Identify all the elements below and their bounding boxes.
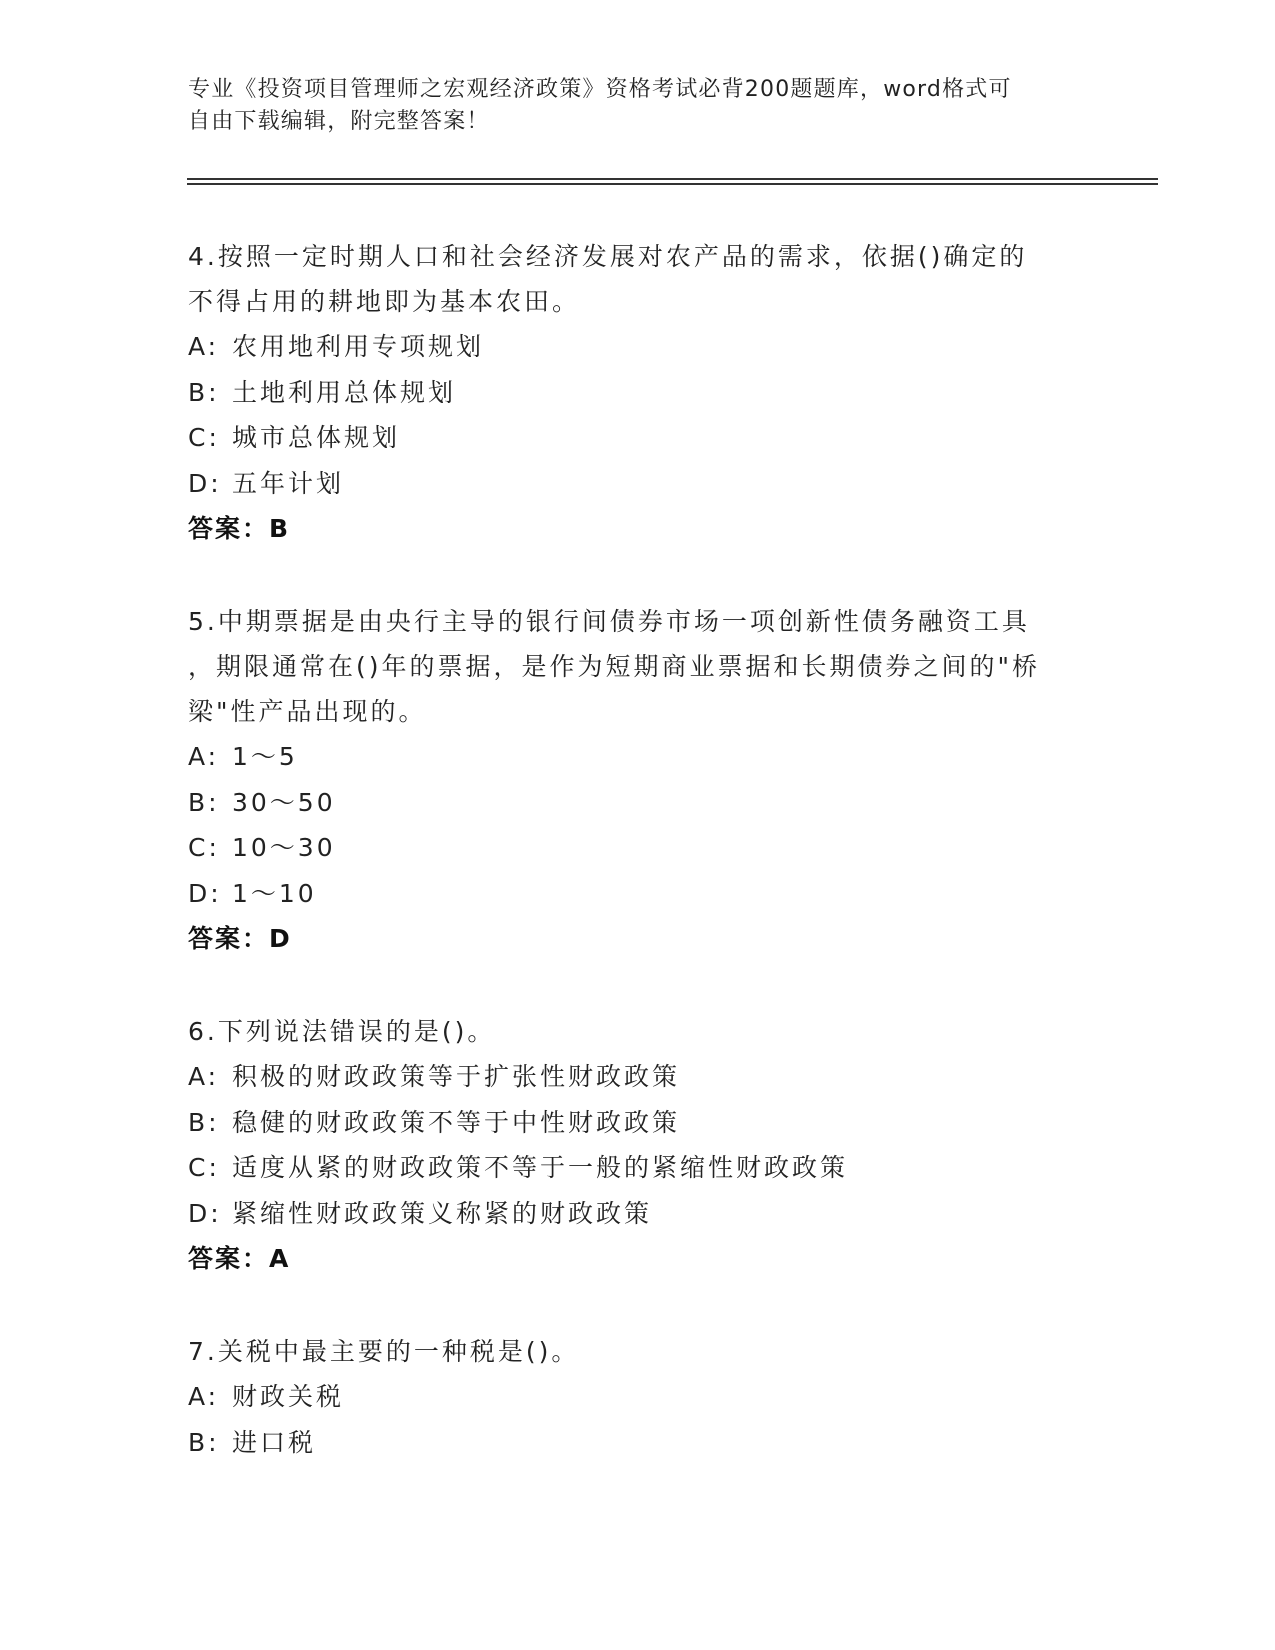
question-stem: 4.按照一定时期人口和社会经济发展对农产品的需求，依据()确定的 <box>188 242 1028 271</box>
option-letter: B: <box>188 1107 220 1137</box>
option-text: 农用地利用专项规划 <box>232 332 485 361</box>
header-line-1: 专业《投资项目管理师之宏观经济政策》资格考试必背200题题库，word格式可 <box>188 77 1012 102</box>
option-c <box>188 1145 1088 1191</box>
option-letter: D: <box>188 1198 222 1228</box>
option-text: 适度从紧的财政政策不等于一般的紧缩性财政政策 <box>232 1153 849 1182</box>
option-letter: B: <box>188 1427 220 1457</box>
question-stem: 梁"性产品出现的。 <box>188 697 427 726</box>
option-b <box>188 1100 1088 1146</box>
question-4 <box>188 234 1088 551</box>
document-header <box>188 74 1088 138</box>
option-text: 1～10 <box>232 878 317 908</box>
option-text: 五年计划 <box>232 468 345 498</box>
option-text: 土地利用总体规划 <box>232 377 457 407</box>
option-letter: B: <box>188 377 220 407</box>
option-text: 财政关税 <box>232 1382 345 1411</box>
option-letter: C: <box>188 423 220 452</box>
answer-label: 答案：D <box>188 924 292 953</box>
option-d <box>188 461 1088 507</box>
header-line-2: 自由下载编辑，附完整答案！ <box>188 109 490 134</box>
option-a <box>188 734 1088 780</box>
option-letter: A: <box>188 1382 220 1411</box>
question-stem: 6.下列说法错误的是()。 <box>188 1017 496 1046</box>
option-b <box>188 370 1088 416</box>
option-a <box>188 324 1088 370</box>
option-letter: A: <box>188 1062 220 1091</box>
option-text: 积极的财政政策等于扩张性财政政策 <box>232 1062 681 1091</box>
header-divider-top <box>187 178 1158 180</box>
option-b <box>188 1420 1088 1466</box>
question-stem: 7.关税中最主要的一种税是()。 <box>188 1337 580 1366</box>
question-7 <box>188 1329 1088 1465</box>
option-c <box>188 825 1088 871</box>
option-c <box>188 415 1088 461</box>
question-stem: 5.中期票据是由央行主导的银行间债券市场一项创新性债务融资工具 <box>188 607 1030 636</box>
option-letter: D: <box>188 468 222 498</box>
option-a <box>188 1374 1088 1420</box>
option-text: 进口税 <box>232 1427 317 1457</box>
option-text: 稳健的财政政策不等于中性财政政策 <box>232 1107 681 1137</box>
option-a <box>188 1054 1088 1100</box>
option-text: 城市总体规划 <box>232 423 401 452</box>
option-text: 30～50 <box>232 787 336 817</box>
option-text: 1～5 <box>232 742 298 771</box>
option-d <box>188 1191 1088 1237</box>
header-divider-bottom <box>187 183 1158 185</box>
option-letter: A: <box>188 332 220 361</box>
option-letter: C: <box>188 1153 220 1182</box>
answer-label: 答案：B <box>188 514 291 543</box>
answer-label: 答案：A <box>188 1244 291 1273</box>
question-6 <box>188 1009 1088 1281</box>
option-letter: D: <box>188 878 222 908</box>
question-5 <box>188 599 1088 961</box>
option-text: 10～30 <box>232 833 336 862</box>
question-stem: 不得占用的耕地即为基本农田。 <box>188 287 581 316</box>
option-letter: B: <box>188 787 220 817</box>
option-text: 紧缩性财政政策义称紧的财政政策 <box>232 1198 653 1228</box>
question-stem: ，期限通常在()年的票据，是作为短期商业票据和长期债券之间的"桥 <box>188 652 1041 681</box>
option-letter: C: <box>188 833 220 862</box>
option-b <box>188 780 1088 826</box>
option-d <box>188 871 1088 917</box>
option-letter: A: <box>188 742 220 771</box>
